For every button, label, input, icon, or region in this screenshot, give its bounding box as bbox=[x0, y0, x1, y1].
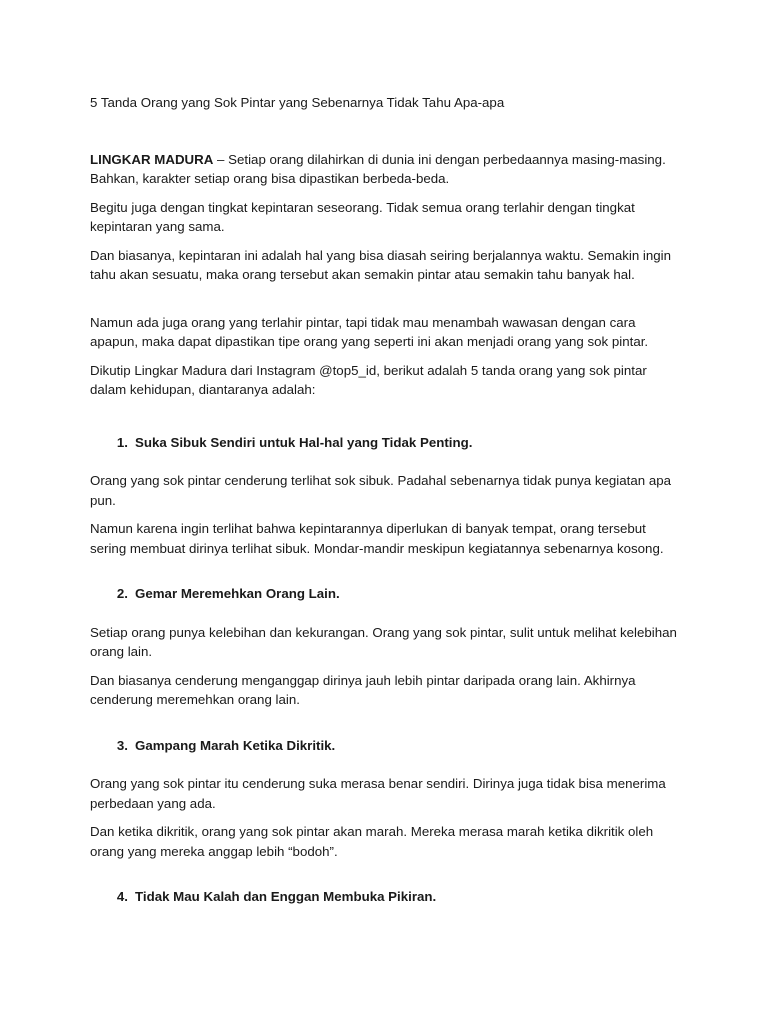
intro-lead: LINGKAR MADURA bbox=[90, 151, 214, 167]
section-number: 1. bbox=[116, 434, 128, 450]
section-title: Gampang Marah Ketika Dikritik. bbox=[135, 737, 336, 753]
section-heading bbox=[90, 736, 680, 756]
section-number: 2. bbox=[116, 586, 128, 601]
section-title: Tidak Mau Kalah dan Enggan Membuka Pikiran. bbox=[135, 889, 437, 904]
section-number: 4. bbox=[116, 889, 128, 904]
section-paragraph: Dan biasanya cenderung menganggap dirinya jauh lebih pintar daripada orang lain. Akhirnya cenderung meremehkan orang lain. bbox=[90, 672, 636, 707]
section-heading bbox=[90, 584, 680, 604]
paragraph-spacer bbox=[90, 294, 680, 313]
section-paragraph: Setiap orang punya kelebihan dan kekurangan. Orang yang sok pintar, sulit untuk melihat kelebihan orang lain. bbox=[90, 624, 677, 659]
section-title: Gemar Meremehkan Orang Lain. bbox=[135, 586, 340, 601]
intro-paragraph bbox=[90, 150, 680, 189]
document-page bbox=[90, 93, 680, 926]
section-number: 3. bbox=[116, 737, 128, 753]
paragraph: Dan biasanya, kepintaran ini adalah hal yang bisa diasah seiring berjalannya waktu. Semakin ingin tahu akan sesuatu, maka orang tersebut akan semakin pintar atau semakin tahu banyak hal. bbox=[90, 247, 671, 282]
section-paragraph: Namun karena ingin terlihat bahwa kepintarannya diperlukan di banyak tempat, orang tersebut sering membuat dirinya terlihat sibuk. Mondar-mandir meskipun kegiatannya sebenarnya kosong. bbox=[90, 521, 664, 556]
section-paragraph: Orang yang sok pintar cenderung terlihat sok sibuk. Padahal sebenarnya tidak punya kegiatan apa pun. bbox=[90, 473, 672, 508]
paragraph: Dikutip Lingkar Madura dari Instagram @top5_id, berikut adalah 5 tanda orang yang sok pintar dalam kehidupan, diantaranya adalah: bbox=[90, 362, 647, 397]
section-paragraph: Orang yang sok pintar itu cenderung suka merasa benar sendiri. Dirinya juga tidak bisa menerima perbedaan yang ada. bbox=[90, 776, 666, 811]
document-title: 5 Tanda Orang yang Sok Pintar yang Sebenarnya Tidak Tahu Apa-apa bbox=[90, 95, 505, 110]
section-heading bbox=[90, 887, 680, 907]
intro-text: – Setiap orang dilahirkan di dunia ini dengan perbedaannya masing-masing. Bahkan, karakter setiap orang bisa dipastikan berbeda-beda. bbox=[90, 151, 666, 186]
section-heading bbox=[90, 433, 680, 453]
section-title: Suka Sibuk Sendiri untuk Hal-hal yang Tidak Penting. bbox=[135, 434, 473, 450]
paragraph: Namun ada juga orang yang terlahir pintar, tapi tidak mau menambah wawasan dengan cara apapun, maka dapat dipastikan tipe orang yang seperti ini akan menjadi orang yang sok pintar. bbox=[90, 314, 649, 349]
section-paragraph: Dan ketika dikritik, orang yang sok pintar akan marah. Mereka merasa marah ketika dikritik oleh orang yang mereka anggap lebih “bodoh”. bbox=[90, 824, 654, 859]
paragraph: Begitu juga dengan tingkat kepintaran seseorang. Tidak semua orang terlahir dengan tingkat kepintaran yang sama. bbox=[90, 199, 635, 234]
